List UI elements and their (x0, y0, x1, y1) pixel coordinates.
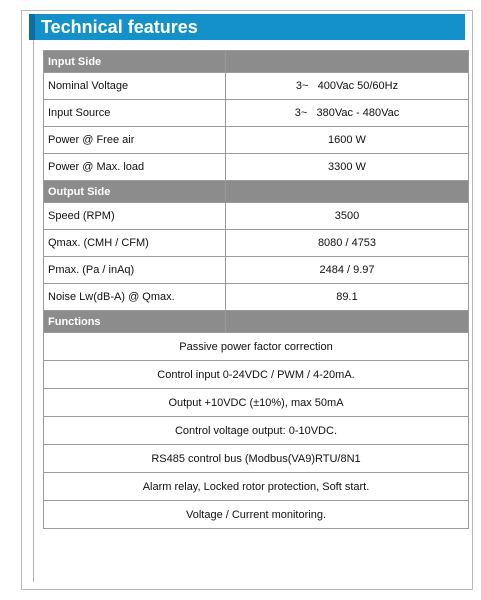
section-header-output (44, 181, 469, 203)
function-item: Alarm relay, Locked rotor protection, Soft start. (44, 473, 469, 501)
table-row (44, 73, 469, 100)
function-row (44, 417, 469, 445)
title-accent (29, 14, 35, 40)
margin-line (33, 40, 34, 582)
function-row (44, 333, 469, 361)
table-row (44, 284, 469, 311)
row-label: Power @ Free air (44, 127, 226, 154)
row-label: Input Source (44, 100, 226, 127)
section-heading: Functions (44, 311, 226, 333)
function-row (44, 361, 469, 389)
table-row (44, 230, 469, 257)
row-value: 89.1 (226, 284, 469, 311)
section-heading: Output Side (44, 181, 226, 203)
table-row (44, 100, 469, 127)
row-value: 3~ 400Vac 50/60Hz (226, 73, 469, 100)
row-value: 3300 W (226, 154, 469, 181)
spec-table (43, 50, 469, 529)
function-row (44, 445, 469, 473)
function-row (44, 473, 469, 501)
function-item: Passive power factor correction (44, 333, 469, 361)
row-label: Power @ Max. load (44, 154, 226, 181)
title-bar (29, 14, 465, 40)
row-value: 3~ 380Vac - 480Vac (226, 100, 469, 127)
row-label: Nominal Voltage (44, 73, 226, 100)
section-heading: Input Side (44, 51, 226, 73)
row-value: 3500 (226, 203, 469, 230)
function-row (44, 389, 469, 417)
table-row (44, 154, 469, 181)
function-item: Voltage / Current monitoring. (44, 501, 469, 529)
row-value: 8080 / 4753 (226, 230, 469, 257)
row-value: 2484 / 9.97 (226, 257, 469, 284)
table-row (44, 203, 469, 230)
row-label: Noise Lw(dB-A) @ Qmax. (44, 284, 226, 311)
row-label: Pmax. (Pa / inAq) (44, 257, 226, 284)
page-title: Technical features (41, 17, 198, 37)
table-row (44, 127, 469, 154)
row-label: Qmax. (CMH / CFM) (44, 230, 226, 257)
row-value: 1600 W (226, 127, 469, 154)
section-header-functions (44, 311, 469, 333)
function-item: RS485 control bus (Modbus(VA9)RTU/8N1 (44, 445, 469, 473)
function-row (44, 501, 469, 529)
row-label: Speed (RPM) (44, 203, 226, 230)
table-row (44, 257, 469, 284)
function-item: Output +10VDC (±10%), max 50mA (44, 389, 469, 417)
section-header-input (44, 51, 469, 73)
function-item: Control voltage output: 0-10VDC. (44, 417, 469, 445)
function-item: Control input 0-24VDC / PWM / 4-20mA. (44, 361, 469, 389)
